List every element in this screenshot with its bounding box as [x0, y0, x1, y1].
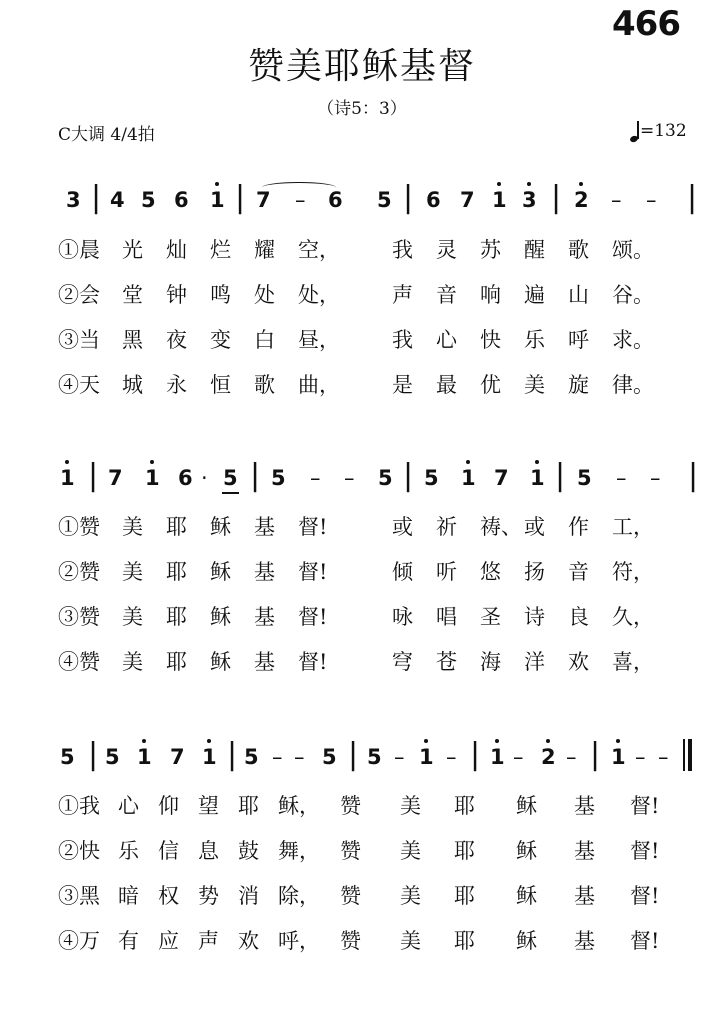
- lyric-verse-3-line-1: [58, 327, 658, 357]
- note: 7: [170, 745, 185, 769]
- lyric-syllable: 堂: [122, 283, 143, 307]
- lyric-syllable: 是: [392, 373, 413, 397]
- extension-mark: –: [295, 188, 306, 212]
- lyric-syllable: 符，: [612, 560, 654, 584]
- lyric-syllable: 呼，: [278, 929, 320, 953]
- lyric-syllable: 势: [198, 884, 219, 908]
- extension-mark: ·: [201, 466, 208, 490]
- lyric-syllable: 稣: [516, 794, 537, 818]
- notation-line-2: [58, 458, 699, 502]
- notation-line-1: [58, 180, 698, 224]
- barline: |: [403, 180, 414, 215]
- extension-mark: –: [611, 188, 622, 212]
- lyric-syllable: 耶: [238, 794, 259, 818]
- note: 7: [494, 466, 509, 490]
- tie-slur: [262, 182, 336, 193]
- lyric-syllable: 灿: [166, 238, 187, 262]
- barline: |: [687, 180, 698, 215]
- lyric-syllable: 最: [436, 373, 457, 397]
- lyric-verse-3-line-2: [58, 604, 658, 634]
- extension-mark: –: [658, 745, 669, 769]
- lyric-syllable: 稣，: [278, 794, 320, 818]
- extension-mark: –: [310, 466, 321, 490]
- lyric-syllable: ④万: [58, 929, 100, 953]
- lyric-syllable: 督!: [298, 515, 328, 539]
- hymn-title: 赞美耶稣基督: [247, 46, 476, 87]
- octave-dot: [497, 182, 501, 186]
- barline: |: [227, 737, 238, 772]
- lyric-syllable: 音: [568, 560, 589, 584]
- lyric-syllable: 空，: [298, 238, 340, 262]
- lyric-syllable: ①我: [58, 794, 100, 818]
- lyric-syllable: 钟: [166, 283, 187, 307]
- note: 2: [541, 745, 556, 769]
- lyric-syllable: 稣: [210, 650, 231, 674]
- lyric-syllable: 诗: [524, 605, 545, 629]
- octave-dot: [142, 739, 146, 743]
- final-barline-thin: [683, 739, 685, 771]
- lyric-syllable: 黑: [122, 328, 143, 352]
- extension-mark: –: [513, 745, 524, 769]
- lyric-syllable: 扬: [524, 560, 545, 584]
- note: 5: [367, 745, 382, 769]
- note: 1: [202, 745, 217, 769]
- lyric-syllable: ③赞: [58, 605, 100, 629]
- extension-mark: –: [294, 745, 305, 769]
- lyric-syllable: 良: [568, 605, 589, 629]
- lyric-syllable: 督!: [630, 929, 660, 953]
- note: 1: [611, 745, 626, 769]
- lyric-syllable: 久，: [612, 605, 654, 629]
- note: 6: [178, 466, 193, 490]
- note: 5: [141, 188, 156, 212]
- note: 3: [522, 188, 537, 212]
- tempo-value: =132: [640, 121, 687, 141]
- lyric-syllable: 夜: [166, 328, 187, 352]
- lyric-syllable: ②快: [58, 839, 100, 863]
- note: 5: [244, 745, 259, 769]
- barline: |: [250, 458, 261, 493]
- lyric-syllable: 圣: [480, 605, 501, 629]
- note: 5: [271, 466, 286, 490]
- lyric-syllable: 曲，: [298, 373, 340, 397]
- lyric-syllable: 作: [568, 515, 589, 539]
- lyric-syllable: 督!: [630, 794, 660, 818]
- lyric-syllable: ③黑: [58, 884, 100, 908]
- extension-mark: –: [344, 466, 355, 490]
- octave-dot: [616, 739, 620, 743]
- extension-mark: –: [635, 745, 646, 769]
- lyric-syllable: 声: [392, 283, 413, 307]
- lyric-syllable: 稣: [516, 884, 537, 908]
- tempo-marking: [630, 120, 687, 142]
- note: 4: [110, 188, 125, 212]
- lyric-syllable: 穹: [392, 650, 413, 674]
- lyric-syllable: 海: [480, 650, 501, 674]
- lyric-syllable: 工，: [612, 515, 654, 539]
- lyric-syllable: 暗: [118, 884, 139, 908]
- octave-dot: [207, 739, 211, 743]
- note: 6: [328, 188, 343, 212]
- lyric-syllable: 赞: [340, 794, 361, 818]
- lyric-syllable: 响: [480, 283, 501, 307]
- lyric-syllable: 权: [158, 884, 179, 908]
- lyric-syllable: 美: [400, 839, 421, 863]
- lyric-syllable: 督!: [298, 560, 328, 584]
- lyric-syllable: 光: [122, 238, 143, 262]
- note: 5: [322, 745, 337, 769]
- lyric-syllable: 永: [166, 373, 187, 397]
- note: 1: [490, 745, 505, 769]
- lyric-syllable: 祈: [436, 515, 457, 539]
- octave-dot: [546, 739, 550, 743]
- lyric-syllable: 欢: [568, 650, 589, 674]
- lyric-syllable: 变: [210, 328, 231, 352]
- lyric-syllable: 乐: [118, 839, 139, 863]
- barline: |: [551, 180, 562, 215]
- lyric-syllable: 白: [254, 328, 275, 352]
- lyric-syllable: 我: [392, 238, 413, 262]
- lyric-syllable: 美: [400, 884, 421, 908]
- lyric-verse-2-line-3: [58, 838, 658, 868]
- note: 1: [60, 466, 75, 490]
- lyric-syllable: 稣: [210, 560, 231, 584]
- lyric-syllable: 耀: [254, 238, 275, 262]
- lyric-syllable: 祷、: [480, 515, 522, 539]
- lyric-syllable: 山: [568, 283, 589, 307]
- note: 1: [145, 466, 160, 490]
- barline: |: [403, 458, 414, 493]
- lyric-syllable: 美: [122, 605, 143, 629]
- lyric-syllable: 信: [158, 839, 179, 863]
- extension-mark: –: [650, 466, 661, 490]
- lyric-syllable: 颂。: [612, 238, 654, 262]
- lyric-verse-2-line-1: [58, 282, 658, 312]
- note: 1: [210, 188, 225, 212]
- lyric-syllable: ①赞: [58, 515, 100, 539]
- scripture-reference: （诗5：3）: [317, 99, 407, 119]
- lyric-syllable: 城: [122, 373, 143, 397]
- lyric-syllable: 遍: [524, 283, 545, 307]
- lyric-syllable: 恒: [210, 373, 231, 397]
- lyric-syllable: 息: [198, 839, 219, 863]
- lyric-syllable: ①晨: [58, 238, 100, 262]
- extension-mark: –: [446, 745, 457, 769]
- lyric-syllable: 除，: [278, 884, 320, 908]
- lyric-syllable: 苍: [436, 650, 457, 674]
- lyric-syllable: 或: [524, 515, 545, 539]
- lyric-syllable: 苏: [480, 238, 501, 262]
- eighth-underline: [222, 492, 239, 494]
- lyric-syllable: 督!: [298, 650, 328, 674]
- lyric-syllable: 应: [158, 929, 179, 953]
- lyric-syllable: 倾: [392, 560, 413, 584]
- note: 5: [60, 745, 75, 769]
- lyric-verse-4-line-2: [58, 649, 658, 679]
- lyric-syllable: 稣: [516, 839, 537, 863]
- lyric-syllable: 或: [392, 515, 413, 539]
- lyric-syllable: 律。: [612, 373, 654, 397]
- lyric-syllable: 耶: [454, 884, 475, 908]
- lyric-syllable: 基: [254, 560, 275, 584]
- lyric-syllable: 求。: [612, 328, 654, 352]
- octave-dot: [65, 460, 69, 464]
- lyric-verse-1-line-2: [58, 514, 658, 544]
- extension-mark: –: [394, 745, 405, 769]
- lyric-syllable: 有: [118, 929, 139, 953]
- lyric-syllable: 快: [480, 328, 501, 352]
- note: 7: [460, 188, 475, 212]
- note: 5: [424, 466, 439, 490]
- note: 2: [574, 188, 589, 212]
- octave-dot: [527, 182, 531, 186]
- lyric-syllable: 听: [436, 560, 457, 584]
- note: 5: [377, 188, 392, 212]
- note: 7: [108, 466, 123, 490]
- lyric-syllable: 耶: [166, 515, 187, 539]
- lyric-syllable: 仰: [158, 794, 179, 818]
- lyric-syllable: 耶: [454, 839, 475, 863]
- notation-line-3: [58, 737, 698, 781]
- note: 5: [105, 745, 120, 769]
- lyric-syllable: 悠: [480, 560, 501, 584]
- lyric-syllable: 赞: [340, 884, 361, 908]
- octave-dot: [535, 460, 539, 464]
- lyric-syllable: 消: [238, 884, 259, 908]
- barline: |: [555, 458, 566, 493]
- lyric-verse-2-line-2: [58, 559, 658, 589]
- lyric-syllable: 心: [436, 328, 457, 352]
- lyric-syllable: 督!: [630, 884, 660, 908]
- barline: |: [88, 737, 99, 772]
- note: 1: [419, 745, 434, 769]
- barline: |: [688, 458, 699, 493]
- lyric-syllable: 美: [400, 929, 421, 953]
- lyric-syllable: 旋: [568, 373, 589, 397]
- lyric-syllable: 欢: [238, 929, 259, 953]
- extension-mark: –: [566, 745, 577, 769]
- lyric-syllable: 基: [574, 839, 595, 863]
- barline: |: [91, 180, 102, 215]
- lyric-syllable: 醒: [524, 238, 545, 262]
- note: 7: [256, 188, 271, 212]
- lyric-syllable: ④天: [58, 373, 100, 397]
- note: 1: [492, 188, 507, 212]
- octave-dot: [495, 739, 499, 743]
- lyric-syllable: 音: [436, 283, 457, 307]
- lyric-syllable: 基: [574, 884, 595, 908]
- lyric-syllable: 优: [480, 373, 501, 397]
- lyric-syllable: ②会: [58, 283, 100, 307]
- note: 5: [577, 466, 592, 490]
- final-barline-thick: [688, 739, 692, 771]
- extension-mark: –: [646, 188, 657, 212]
- lyric-syllable: 鸣: [210, 283, 231, 307]
- octave-dot: [424, 739, 428, 743]
- lyric-syllable: ④赞: [58, 650, 100, 674]
- lyric-syllable: 烂: [210, 238, 231, 262]
- lyric-verse-4-line-1: [58, 372, 658, 402]
- octave-dot: [150, 460, 154, 464]
- lyric-syllable: ③当: [58, 328, 100, 352]
- octave-dot: [466, 460, 470, 464]
- octave-dot: [579, 182, 583, 186]
- lyric-verse-1-line-3: [58, 793, 658, 823]
- note: 6: [426, 188, 441, 212]
- octave-dot: [215, 182, 219, 186]
- key-signature: C大调 4/4拍: [58, 125, 155, 145]
- lyric-syllable: 歌: [254, 373, 275, 397]
- lyric-syllable: 美: [122, 515, 143, 539]
- lyric-syllable: 咏: [392, 605, 413, 629]
- extension-mark: –: [272, 745, 283, 769]
- lyric-syllable: 耶: [166, 650, 187, 674]
- hymn-number: 466: [612, 4, 680, 44]
- lyric-syllable: 耶: [166, 560, 187, 584]
- lyric-verse-4-line-3: [58, 928, 658, 958]
- lyric-syllable: 乐: [524, 328, 545, 352]
- lyric-syllable: 美: [524, 373, 545, 397]
- lyric-syllable: 稣: [516, 929, 537, 953]
- lyric-syllable: 喜，: [612, 650, 654, 674]
- quarter-note-icon: [630, 120, 640, 142]
- lyric-syllable: 昼，: [298, 328, 340, 352]
- lyric-syllable: 谷。: [612, 283, 654, 307]
- lyric-syllable: 处: [254, 283, 275, 307]
- lyric-syllable: 歌: [568, 238, 589, 262]
- lyric-syllable: ②赞: [58, 560, 100, 584]
- lyric-syllable: 耶: [454, 929, 475, 953]
- lyric-syllable: 稣: [210, 515, 231, 539]
- barline: |: [235, 180, 246, 215]
- lyric-syllable: 耶: [454, 794, 475, 818]
- lyric-syllable: 督!: [630, 839, 660, 863]
- lyric-syllable: 美: [122, 650, 143, 674]
- barline: |: [88, 458, 99, 493]
- lyric-syllable: 唱: [436, 605, 457, 629]
- note: 5: [223, 466, 238, 490]
- lyric-syllable: 基: [254, 605, 275, 629]
- lyric-syllable: 洋: [524, 650, 545, 674]
- lyric-syllable: 基: [574, 929, 595, 953]
- lyric-verse-3-line-3: [58, 883, 658, 913]
- note: 5: [378, 466, 393, 490]
- lyric-syllable: 美: [400, 794, 421, 818]
- lyric-syllable: 美: [122, 560, 143, 584]
- lyric-syllable: 望: [198, 794, 219, 818]
- lyric-syllable: 我: [392, 328, 413, 352]
- lyric-syllable: 稣: [210, 605, 231, 629]
- note: 3: [66, 188, 81, 212]
- lyric-syllable: 基: [254, 650, 275, 674]
- barline: |: [590, 737, 601, 772]
- lyric-syllable: 声: [198, 929, 219, 953]
- barline: |: [348, 737, 359, 772]
- lyric-syllable: 基: [254, 515, 275, 539]
- extension-mark: –: [616, 466, 627, 490]
- lyric-syllable: 耶: [166, 605, 187, 629]
- lyric-syllable: 督!: [298, 605, 328, 629]
- note: 1: [530, 466, 545, 490]
- lyric-syllable: 灵: [436, 238, 457, 262]
- barline: |: [470, 737, 481, 772]
- lyric-verse-1-line-1: [58, 237, 658, 267]
- lyric-syllable: 赞: [340, 839, 361, 863]
- lyric-syllable: 呼: [568, 328, 589, 352]
- lyric-syllable: 处，: [298, 283, 340, 307]
- note: 1: [137, 745, 152, 769]
- lyric-syllable: 基: [574, 794, 595, 818]
- lyric-syllable: 赞: [340, 929, 361, 953]
- lyric-syllable: 鼓: [238, 839, 259, 863]
- note: 1: [461, 466, 476, 490]
- lyric-syllable: 心: [118, 794, 139, 818]
- lyric-syllable: 舞，: [278, 839, 320, 863]
- note: 6: [174, 188, 189, 212]
